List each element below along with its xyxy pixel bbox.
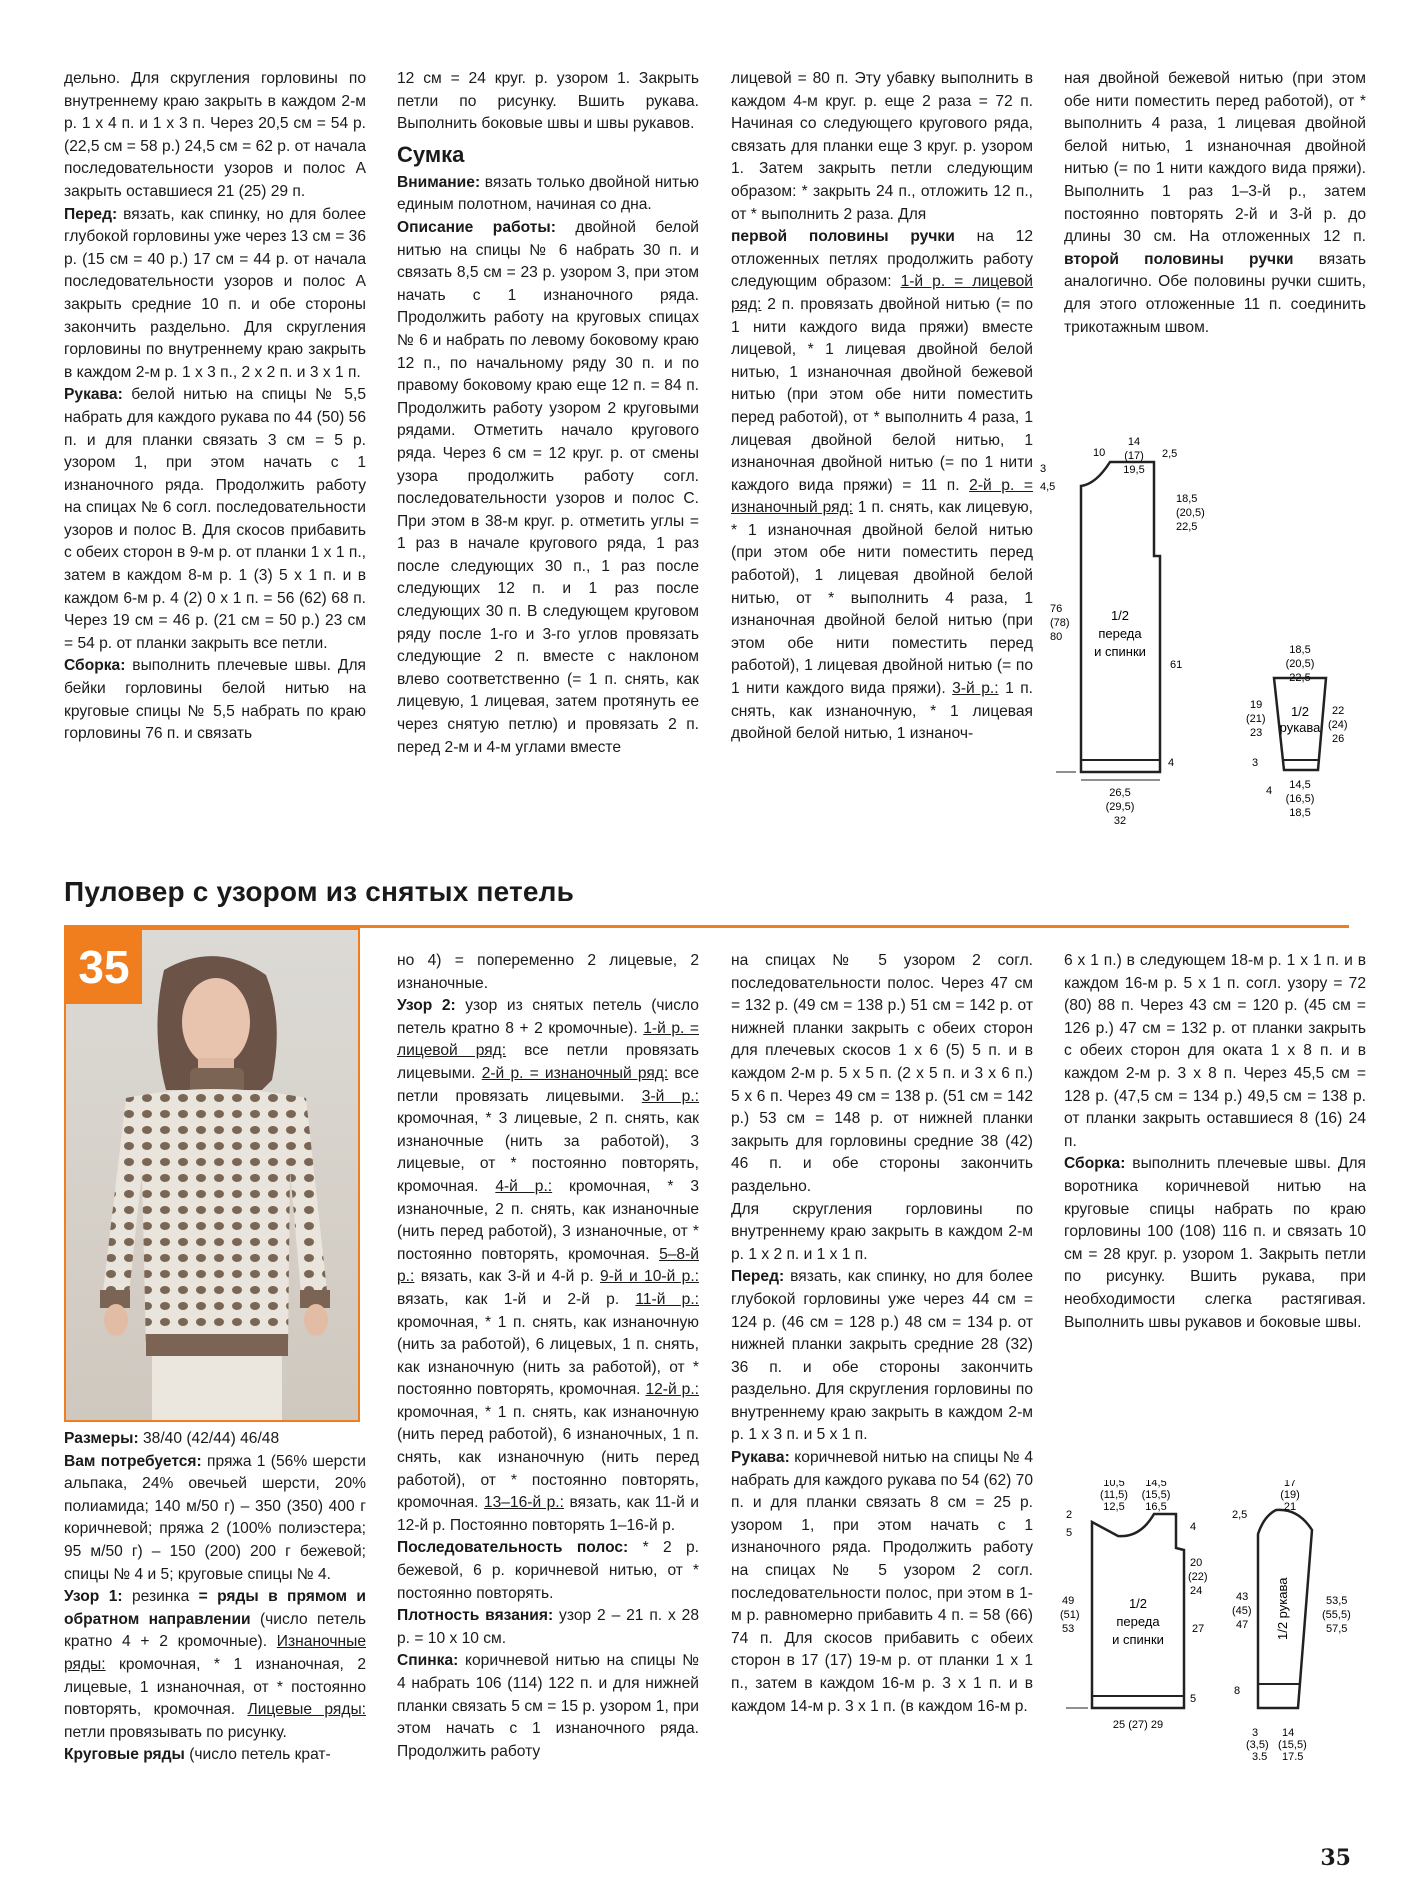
svg-text:(11,5): (11,5)	[1100, 1489, 1128, 1501]
text-run: 6 х 1 п.) в следующем 18-м р. 1 х 1 п. и в каждом 16-м р. 5 х 1 п. согл. узору = 72 (80) 88 п. Через 43 см = 120 р. (45 см = 126 р.) 47 см = 132 р. от планки закрыть с обеих сторон для оката 1 х 8 п. и в каждом 2-м р. 3 х 8 п. Через 45,5 см = 128 р. (47,5 см = 134 р.) 49,5 см = 138 р. от планки закрыть оставшиеся 8 (16) 24 п.	[1064, 952, 1366, 1150]
paragraph	[397, 172, 699, 217]
svg-text:26,5: 26,5	[1109, 787, 1131, 799]
text-run: кромочная, * 1 изнаночная, 2 лицевые, 1 изнаночная, от * постоянно повторять, кромочная.	[64, 1655, 366, 1719]
text-run: Узор 2:	[397, 997, 456, 1015]
section-heading-sumka: Сумка	[397, 141, 465, 167]
text-run: Рукава:	[731, 1449, 790, 1467]
text-run: 3-й р.:	[952, 680, 999, 698]
svg-text:(17): (17)	[1124, 450, 1144, 462]
body-label-3: и спинки	[1094, 644, 1146, 659]
schematic-top	[1036, 432, 1376, 832]
text-run: выполнить плечевые швы. Для воротника коричневой нитью на круговые спицы набрать по краю горловины 100 (108) 116 п. и связать 10 см = 28 круг. р. узором 1. Закрыть петли по рисунку. Вшить рукава, при необходимости слегка растягивая. Выполнить швы рукавов и боковые швы.	[1064, 1155, 1366, 1331]
paragraph	[64, 384, 366, 655]
text-run: белой нитью на спицы № 5,5 набрать для каждого рукава по 44 (50) 56 п. и для планки связать 3 см = 5 р. узором 1, при этом начать с 1 изнаночного ряда. Продолжить работу на спицах № 6 согл. последовательности узоров и полос В. Для скосов прибавить с обеих сторон в 9-м р. от планки 1 х 1 п., затем в каждом 8-м р. 1 (3) 5 х 1 п. и в каждом 6-м р. 4 (2) 0 х 1 п. = 56 (62) 68 п. Через 19 см = 46 р. (21 см = 50 р.) 23 см = 54 р. от планки закрыть все петли.	[64, 386, 366, 652]
text-run: 1 п. снять, как лицевую, * 1 изнаночная двойной белой нитью (при этом обе нити поместить перед работой), 1 лицевая двойной белой нитью, от * выполнить 4 раза, 1 изнаночная двойной белой нитью (при этом обе нити поместить перед работой), 1 лицевая двойной нитью (= по 1 нити каждого вида пряжи).	[731, 499, 1033, 698]
paragraph	[64, 655, 366, 745]
svg-text:53: 53	[1062, 1623, 1075, 1635]
svg-text:49: 49	[1062, 1595, 1075, 1607]
svg-text:14,5: 14,5	[1289, 779, 1311, 791]
dim-neck-width: 10	[1093, 447, 1106, 459]
text-run: двойной белой нитью на спицы № 6 набрать 30 п. и связать 8,5 см = 23 р. узором 3, при этом начать с 1 изнаночного ряда. Продолжить работу на круговых спицах № 6 и набрать по левому боковому краю 12 п., по начальному ряду 30 п. и по правому боковому краю еще 12 п. = 84 п. Продолжить работу узором 2 круговыми рядами. Отметить начало кругового ряда. Через 6 см = 12 круг. р. от смены узора продолжить работу согл. последовательности узоров и полос С. При этом в 38-м круг. р. отметить углы = 1 раз в начале кругового ряда, 1 раз после следующих 30 п., 1 раз после следующих 12 п. и 1 раз после следующих 30 п. В следующем круговом ряду после 1-го и 3-го углов провязать следующие 2 п. вместе с наклоном влево соответственно (= 1 п. снять, как лицевую, 1 лицевая, затем протянуть ее через снятую петлю) и провязать 2 п. перед 2-м и 4-м углами вместе	[397, 218, 699, 756]
svg-text:3: 3	[1252, 757, 1259, 769]
svg-text:32: 32	[1113, 815, 1127, 827]
svg-text:1/2 рукава: 1/2 рукава	[1275, 1577, 1290, 1640]
text-run: * 2 р. бежевой, 6 р. коричневой нитью, от * постоянно повторять.	[397, 1539, 699, 1602]
text-run: дельно. Для скругления горловины по внутреннему краю закрыть в каждом 2-м р. 1 х 4 п. и 1 х 3 п. Через 20,5 см = 54 р. (22,5 см = 58 р.) 24,5 см = 62 р. от начала последовательности узоров и полос А закрыть оставшиеся 21 (25) 29 п.	[64, 70, 366, 200]
text-run: Лицевые ряды:	[247, 1701, 366, 1719]
svg-text:17,5: 17,5	[1282, 1751, 1304, 1760]
text-run: Внимание:	[397, 173, 481, 191]
svg-text:3: 3	[1040, 463, 1047, 475]
text-run: 3-й р.:	[641, 1087, 699, 1105]
text-run: Для скругления горловины по внутреннему краю закрыть в каждом 2-м р. 1 х 2 п. и 1 х 1 п.	[731, 1200, 1033, 1263]
svg-text:21: 21	[1283, 1501, 1297, 1513]
top-col-4	[1064, 68, 1366, 339]
text-run: Изнаночные ряды:	[64, 1633, 366, 1673]
text-run: второй половины ручки	[1064, 250, 1294, 268]
svg-text:4: 4	[1168, 757, 1175, 769]
text-run: вязать аналогично. Обе половины ручки сшить, для этого отложенные 11 п. соединить трикотажным швом.	[1064, 250, 1366, 336]
svg-text:(78): (78)	[1050, 617, 1070, 629]
text-run: выполнить плечевые швы. Для бейки горловины белой нитью на круговые спицы № 5,5 набрать по краю горловины 76 п. и связать	[64, 657, 366, 743]
svg-text:(24): (24)	[1328, 719, 1348, 731]
paragraph	[397, 1605, 699, 1650]
svg-text:и спинки: и спинки	[1112, 1632, 1164, 1647]
text-run: коричневой нитью на спицы № 4 набрать 106 (114) 122 п. и для нижней планки связать 5 см = 15 р. узором 1, при этом начать с 1 изнаночного ряда. Продолжить работу	[397, 1652, 699, 1760]
svg-text:12,5: 12,5	[1103, 1501, 1125, 1513]
body-label-1: 1/2	[1110, 608, 1130, 623]
svg-text:2,5: 2,5	[1232, 1509, 1248, 1521]
svg-text:14: 14	[1282, 1727, 1295, 1739]
text-run: вязать, как 1-й и 2-й р.	[397, 1290, 636, 1308]
paragraph	[397, 1537, 699, 1605]
body-label-2: переда	[1098, 626, 1142, 641]
paragraph	[397, 995, 699, 1537]
paragraph	[731, 226, 1033, 746]
svg-text:10,5: 10,5	[1103, 1480, 1125, 1489]
svg-text:14: 14	[1127, 436, 1141, 448]
bottom-col-4	[1064, 950, 1366, 1334]
text-run: 1-й р. = лицевой ряд:	[397, 1019, 699, 1060]
svg-text:61: 61	[1170, 659, 1183, 671]
svg-text:2,5: 2,5	[1162, 448, 1178, 460]
page-number: 35	[1320, 1845, 1351, 1871]
top-col-2	[397, 68, 699, 759]
svg-text:(21): (21)	[1246, 713, 1266, 725]
svg-text:53,5: 53,5	[1326, 1595, 1348, 1607]
svg-text:8: 8	[1234, 1685, 1241, 1697]
schematic-bottom	[1036, 1480, 1376, 1760]
text-run: на спицах № 5 узором 2 согл. последовательности полос. Через 47 см = 132 р. (49 см = 138 р.) 51 см = 142 р. от нижней планки закрыть с обеих сторон для плечевых скосов 1 х 6 (5) 5 п. и в каждом 2-м р. 5 х 5 п. (2 х 5 п. и 3 х 6 п.) 5 х 6 п. Через 49 см = 138 р. (51 см = 142 р.) 53 см = 148 р. от нижней планки закрыть для горловины средние 38 (42) 46 п. и обе стороны закончить раздельно.	[731, 952, 1033, 1195]
text-run: 4-й р.:	[495, 1177, 553, 1195]
svg-text:1/2: 1/2	[1290, 704, 1310, 719]
text-run: лицевой = 80 п. Эту убавку выполнить в каждом 4-м круг. р. еще 2 раза = 72 п. Начиная со следующего кругового ряда, связать для планки еще 3 круг. р. узором 1. Затем закрыть петли следующим образом: * закрыть 24 п., отложить 12 п., от * выполнить 2 раза. Для	[731, 70, 1033, 223]
paragraph	[731, 950, 1033, 1199]
text-run: все петли провязать лицевыми.	[397, 1064, 699, 1105]
text-run: резинка	[122, 1588, 199, 1606]
paragraph	[64, 1586, 366, 1744]
bottom-col-1	[64, 1428, 366, 1767]
paragraph	[397, 950, 699, 995]
text-run: петли провязывать по рисунку.	[64, 1723, 287, 1741]
svg-text:47: 47	[1236, 1619, 1249, 1631]
svg-text:19: 19	[1250, 699, 1263, 711]
text-run: вязать, как спинку, но для более глубокой горловины уже через 13 см = 36 р. (15 см = 40 р.) 17 см = 44 р. от начала последовательности узоров и полос А закрыть средние 10 п. и обе стороны закончить раздельно. Для скругления горловины по внутреннему краю закрыть в каждом 2-м р. 1 х 3 п., 2 х 2 п. и 3 х 1 п.	[64, 205, 366, 381]
top-col-2-body	[397, 172, 699, 759]
svg-text:3,5: 3,5	[1252, 1751, 1268, 1760]
text-run: вязать, как 3-й и 4-й р.	[414, 1268, 601, 1286]
text-run: Круговые ряды	[64, 1746, 185, 1764]
text-run: Последовательность полос:	[397, 1539, 629, 1557]
text-run: 12-й р.:	[645, 1381, 700, 1399]
text-run: вязать только двойной нитью единым полотном, начиная со дна.	[397, 173, 699, 214]
text-run: (число петель кратно 4 + 2 кромочные).	[64, 1610, 366, 1651]
text-run: кромочная, * 3 изнаночные, 2 п. снять, как изнаночные (нить перед работой), 3 изнаночные, от * постоянно повторять, кромочная.	[397, 1177, 699, 1263]
svg-text:43: 43	[1236, 1591, 1249, 1603]
top-col-3	[731, 68, 1033, 746]
text-run: Сборка:	[64, 657, 126, 675]
svg-text:(22): (22)	[1188, 1571, 1208, 1583]
text-run: Вам потребуется:	[64, 1452, 202, 1470]
svg-text:18,5: 18,5	[1289, 644, 1311, 656]
text-run: 5–8-й р.:	[397, 1245, 699, 1286]
text-run: на 12 отложенных петлях продолжить работу следующим образом:	[731, 228, 1034, 291]
text-run: 9-й и 10-й р.:	[600, 1268, 699, 1286]
text-run: Перед:	[64, 205, 118, 223]
pattern-title: Пуловер с узором из снятых петель	[64, 876, 575, 907]
svg-text:3: 3	[1252, 1727, 1259, 1739]
svg-text:2: 2	[1066, 1509, 1073, 1521]
svg-text:(51): (51)	[1060, 1609, 1080, 1621]
text-run: Размеры:	[64, 1430, 139, 1447]
svg-text:(20,5): (20,5)	[1285, 658, 1315, 670]
top-col-2-intro: 12 см = 24 круг. р. узором 1. Закрыть петли по рисунку. Вшить рукава. Выполнить боковые швы и швы рукавов.	[397, 70, 699, 133]
text-run: вязать, как 11-й и 12-й р. Постоянно повторять 1–16-й р.	[397, 1494, 699, 1534]
paragraph	[64, 204, 366, 385]
paragraph	[731, 68, 1033, 226]
text-run: Сборка:	[1064, 1155, 1126, 1173]
svg-text:19,5: 19,5	[1123, 464, 1145, 476]
svg-text:22: 22	[1332, 705, 1345, 717]
svg-text:80: 80	[1050, 631, 1063, 643]
svg-text:22,5: 22,5	[1289, 672, 1311, 684]
svg-text:20: 20	[1190, 1557, 1203, 1569]
text-run: = ряды в прямом и обратном направлении	[64, 1588, 367, 1628]
svg-text:25 (27) 29: 25 (27) 29	[1112, 1719, 1164, 1731]
text-run: 11-й р.:	[635, 1290, 700, 1308]
svg-text:17: 17	[1283, 1480, 1297, 1489]
svg-text:5: 5	[1190, 1693, 1197, 1705]
svg-text:76: 76	[1050, 603, 1063, 615]
text-run: (число петель крат-	[184, 1746, 331, 1764]
text-run: кромочная, * 1 п. снять, как изнаночную (нить перед работой), 6 изнаночных, 1 п. снять, как изнаночную (нить перед работой), от * постоянно повторять, кромочная.	[397, 1403, 699, 1512]
svg-text:14,5: 14,5	[1145, 1480, 1167, 1489]
model-illustration	[66, 930, 358, 1420]
svg-text:4,5: 4,5	[1040, 481, 1056, 493]
svg-text:22,5: 22,5	[1176, 521, 1198, 533]
svg-text:23: 23	[1250, 727, 1263, 739]
svg-text:(3,5): (3,5)	[1246, 1739, 1269, 1751]
svg-text:5: 5	[1066, 1527, 1073, 1539]
svg-text:18,5: 18,5	[1289, 807, 1311, 819]
text-run: но 4) = попеременно 2 лицевые, 2 изнаночные.	[397, 952, 699, 992]
paragraph	[1064, 68, 1366, 339]
svg-text:рукава: рукава	[1279, 720, 1321, 735]
svg-text:27: 27	[1192, 1623, 1205, 1635]
text-run: вязать, как спинку, но для более глубокой горловины уже через 44 см = 124 р. (46 см = 128 р.) 48 см = 134 р. от нижней планки закрыть средние 28 (32) 36 п. и обе стороны закончить раздельно. Для скругления горловины по внутреннему краю закрыть в каждом 2-м р. 1 х 3 п. и 5 х 1 п.	[731, 1268, 1033, 1444]
svg-text:(29,5): (29,5)	[1105, 801, 1135, 813]
text-run: 38/40 (42/44) 46/48	[138, 1430, 280, 1447]
text-run: 2-й р. = изнаночный ряд:	[481, 1064, 669, 1082]
text-run: кромочная, * 3 лицевые, 2 п. снять, как изнаночные (нить за работой), 3 лицевые, от * постоянно повторять, кромочная.	[397, 1110, 699, 1195]
svg-text:16,5: 16,5	[1145, 1501, 1167, 1513]
paragraph	[1064, 950, 1366, 1153]
text-run: первой половины ручки	[731, 228, 955, 246]
paragraph	[731, 1266, 1033, 1447]
text-run: все петли провязать лицевыми.	[397, 1042, 699, 1082]
paragraph	[64, 68, 366, 204]
top-col-1	[64, 68, 366, 746]
text-run: Плотность вязания:	[397, 1607, 554, 1625]
text-run: 2 п. провязать двойной нитью (= по 1 нити каждого вида пряжи) вместе лицевой, * 1 лицевая двойной белой нитью, 1 изнаночная двойной бежевой нитью (при этом обе нити поместить перед работой), от * выполнить 4 раза, 1 лицевая двойной белой нитью, 1 изнаночная двойной нитью (= по 1 нити каждого вида пряжи) = 11 п.	[731, 295, 1033, 494]
paragraph	[64, 1428, 366, 1451]
text-run: узор из снятых петель (число петель кратно 8 + 2 кромочные).	[397, 997, 699, 1037]
svg-text:1/2: 1/2	[1128, 1596, 1148, 1611]
paragraph	[64, 1451, 366, 1587]
svg-text:57,5: 57,5	[1326, 1623, 1348, 1635]
text-run: Перед:	[731, 1268, 785, 1286]
text-run: коричневой нитью на спицы № 4 набрать для каждого рукава по 54 (62) 70 п. и для планки связать 8 см = 25 р. узором 1, при этом начать с 1 изнаночного ряда. Продолжить работу на спицах № 5 узором 2 согл. последовательности полос, при этом в 1-м р. равномерно прибавить 4 п. = 58 (66) 74 п. Для скосов прибавить с обеих сторон в 17 (17) 19-м р. от планки 1 х 1 п., затем в каждом 16-м р. 3 х 1 п. и в каждом 14-м р. 3 х 1 п. (в каждом 16-м р.	[731, 1449, 1033, 1715]
pattern-number-badge: 35	[66, 930, 142, 1004]
paragraph	[1064, 1153, 1366, 1334]
svg-text:(16,5): (16,5)	[1285, 793, 1315, 805]
svg-text:(19): (19)	[1280, 1489, 1300, 1501]
bottom-col-3	[731, 950, 1033, 1718]
bottom-col-2	[397, 950, 699, 1763]
paragraph	[397, 217, 699, 759]
text-run: 1-й р. = лицевой ряд:	[731, 273, 1033, 313]
text-run: Описание работы:	[397, 218, 556, 236]
paragraph	[64, 1744, 366, 1767]
text-run: узор 2 – 21 п. х 28 р. = 10 х 10 см.	[397, 1607, 699, 1647]
paragraph	[397, 1650, 699, 1763]
text-run: Рукава:	[64, 386, 123, 404]
model-photo	[64, 928, 360, 1422]
svg-text:(55,5): (55,5)	[1322, 1609, 1351, 1621]
svg-text:4: 4	[1266, 785, 1273, 797]
text-run: 1 п. снять, как изнаночную, * 1 лицевая двойной белой нитью, 1 изнаноч-	[731, 680, 1034, 743]
svg-text:(20,5): (20,5)	[1176, 507, 1205, 519]
svg-text:(15,5): (15,5)	[1141, 1489, 1171, 1501]
paragraph	[731, 1199, 1033, 1267]
svg-text:переда: переда	[1116, 1614, 1160, 1629]
text-run: кромочная, * 1 п. снять, как изнаночную (нить за работой), 6 лицевых, 1 п. снять, как изнаночную (нить за работой), от * постоянно повторять, кромочная.	[397, 1313, 699, 1399]
text-run: 2-й р. = изнаночный ряд:	[731, 476, 1034, 517]
paragraph	[731, 1447, 1033, 1718]
svg-text:18,5: 18,5	[1176, 493, 1198, 505]
text-run: 13–16-й р.:	[483, 1494, 564, 1512]
text-run: Спинка:	[397, 1652, 459, 1670]
svg-text:4: 4	[1190, 1521, 1197, 1533]
text-run: ная двойной бежевой нитью (при этом обе нити поместить перед работой), от * выполнить 4 раза, 1 лицевая двойной белой нитью, 1 изнаночная двойной нитью (= по 1 нити каждого вида пряжи). Выполнить 1 раз 1–3-й р., затем постоянно повторять 2-й и 3-й р. до длины 30 см. На отложенных 12 п.	[1064, 70, 1366, 246]
svg-text:24: 24	[1190, 1585, 1203, 1597]
text-run: Узор 1:	[64, 1588, 123, 1606]
text-run: пряжа 1 (56% шерсти альпака, 24% овечьей шерсти, 20% полиамида; 140 м/50 г) – 350 (350) 400 г коричневой; пряжа 2 (100% полиэстера; 95 м/50 г) – 150 (200) 200 г бежевой; спицы № 4 и 5; круговые спицы № 4.	[64, 1452, 366, 1583]
svg-text:(45): (45)	[1232, 1605, 1252, 1617]
svg-text:(15,5): (15,5)	[1278, 1739, 1307, 1751]
svg-text:26: 26	[1332, 733, 1345, 745]
